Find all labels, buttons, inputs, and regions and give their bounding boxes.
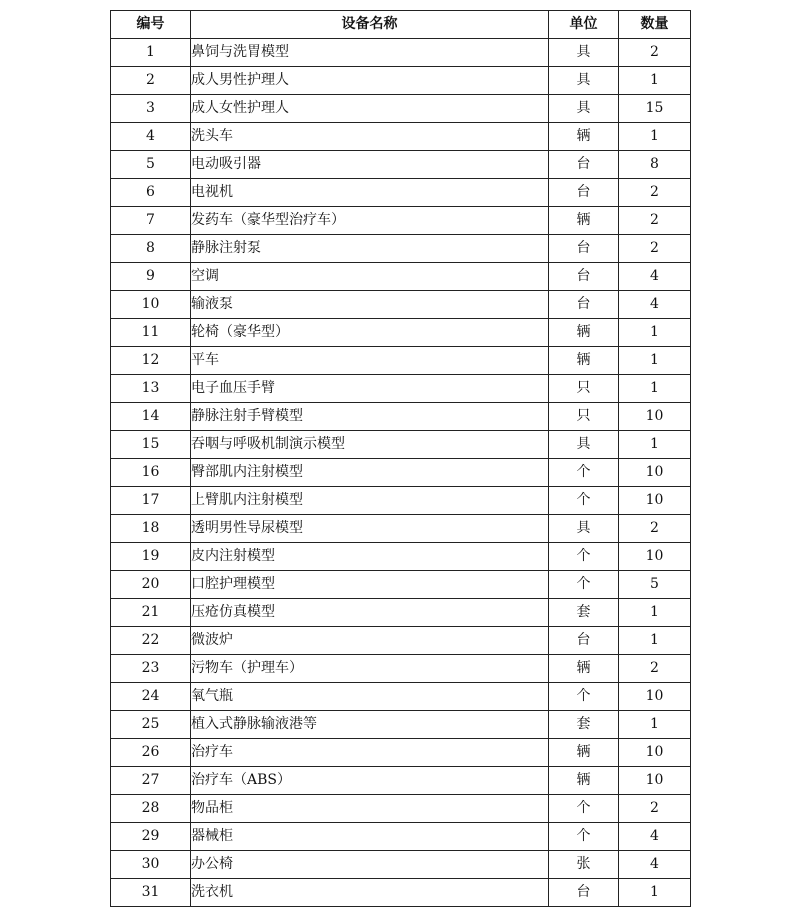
cell-quantity: 10 bbox=[619, 739, 691, 767]
cell-number: 22 bbox=[111, 627, 191, 655]
cell-quantity: 1 bbox=[619, 711, 691, 739]
table-row bbox=[111, 683, 691, 711]
table-row bbox=[111, 431, 691, 459]
cell-quantity: 1 bbox=[619, 879, 691, 907]
table-row bbox=[111, 655, 691, 683]
cell-quantity: 2 bbox=[619, 515, 691, 543]
cell-quantity: 8 bbox=[619, 151, 691, 179]
cell-unit: 具 bbox=[549, 39, 619, 67]
cell-unit: 台 bbox=[549, 151, 619, 179]
table-row bbox=[111, 207, 691, 235]
cell-equipment-name: 治疗车（ABS） bbox=[191, 767, 549, 795]
cell-equipment-name: 压疮仿真模型 bbox=[191, 599, 549, 627]
header-number: 编号 bbox=[111, 11, 191, 39]
table-row bbox=[111, 319, 691, 347]
cell-unit: 辆 bbox=[549, 123, 619, 151]
cell-unit: 辆 bbox=[549, 319, 619, 347]
cell-number: 25 bbox=[111, 711, 191, 739]
cell-equipment-name: 鼻饲与洗胃模型 bbox=[191, 39, 549, 67]
cell-number: 9 bbox=[111, 263, 191, 291]
cell-unit: 台 bbox=[549, 235, 619, 263]
cell-unit: 具 bbox=[549, 67, 619, 95]
cell-number: 11 bbox=[111, 319, 191, 347]
cell-quantity: 4 bbox=[619, 291, 691, 319]
cell-quantity: 4 bbox=[619, 263, 691, 291]
cell-unit: 套 bbox=[549, 711, 619, 739]
cell-number: 21 bbox=[111, 599, 191, 627]
cell-number: 17 bbox=[111, 487, 191, 515]
cell-number: 26 bbox=[111, 739, 191, 767]
cell-quantity: 2 bbox=[619, 207, 691, 235]
table-row bbox=[111, 459, 691, 487]
cell-unit: 个 bbox=[549, 683, 619, 711]
cell-equipment-name: 电动吸引器 bbox=[191, 151, 549, 179]
table-row bbox=[111, 627, 691, 655]
table-row bbox=[111, 67, 691, 95]
table-row bbox=[111, 543, 691, 571]
cell-unit: 个 bbox=[549, 543, 619, 571]
cell-quantity: 4 bbox=[619, 823, 691, 851]
cell-unit: 台 bbox=[549, 627, 619, 655]
cell-equipment-name: 静脉注射手臂模型 bbox=[191, 403, 549, 431]
cell-unit: 只 bbox=[549, 403, 619, 431]
cell-unit: 套 bbox=[549, 599, 619, 627]
cell-unit: 具 bbox=[549, 431, 619, 459]
cell-unit: 辆 bbox=[549, 655, 619, 683]
cell-quantity: 1 bbox=[619, 347, 691, 375]
cell-number: 13 bbox=[111, 375, 191, 403]
table-row bbox=[111, 599, 691, 627]
cell-quantity: 1 bbox=[619, 123, 691, 151]
cell-equipment-name: 口腔护理模型 bbox=[191, 571, 549, 599]
header-equipment-name: 设备名称 bbox=[191, 11, 549, 39]
cell-equipment-name: 输液泵 bbox=[191, 291, 549, 319]
table-row bbox=[111, 711, 691, 739]
cell-unit: 张 bbox=[549, 851, 619, 879]
cell-equipment-name: 上臂肌内注射模型 bbox=[191, 487, 549, 515]
cell-number: 15 bbox=[111, 431, 191, 459]
cell-quantity: 10 bbox=[619, 543, 691, 571]
cell-unit: 只 bbox=[549, 375, 619, 403]
cell-equipment-name: 微波炉 bbox=[191, 627, 549, 655]
cell-quantity: 10 bbox=[619, 403, 691, 431]
cell-number: 7 bbox=[111, 207, 191, 235]
cell-quantity: 1 bbox=[619, 375, 691, 403]
cell-equipment-name: 成人男性护理人 bbox=[191, 67, 549, 95]
cell-number: 5 bbox=[111, 151, 191, 179]
cell-number: 14 bbox=[111, 403, 191, 431]
cell-equipment-name: 器械柜 bbox=[191, 823, 549, 851]
cell-quantity: 2 bbox=[619, 179, 691, 207]
cell-number: 16 bbox=[111, 459, 191, 487]
table-row bbox=[111, 263, 691, 291]
cell-unit: 个 bbox=[549, 795, 619, 823]
cell-equipment-name: 氧气瓶 bbox=[191, 683, 549, 711]
cell-equipment-name: 电视机 bbox=[191, 179, 549, 207]
cell-equipment-name: 治疗车 bbox=[191, 739, 549, 767]
cell-quantity: 10 bbox=[619, 683, 691, 711]
header-quantity: 数量 bbox=[619, 11, 691, 39]
cell-quantity: 2 bbox=[619, 795, 691, 823]
cell-number: 31 bbox=[111, 879, 191, 907]
table-row bbox=[111, 39, 691, 67]
cell-number: 18 bbox=[111, 515, 191, 543]
cell-quantity: 1 bbox=[619, 599, 691, 627]
table-row bbox=[111, 95, 691, 123]
cell-number: 4 bbox=[111, 123, 191, 151]
equipment-table-container bbox=[110, 10, 690, 907]
cell-unit: 辆 bbox=[549, 207, 619, 235]
cell-quantity: 5 bbox=[619, 571, 691, 599]
cell-equipment-name: 污物车（护理车） bbox=[191, 655, 549, 683]
cell-number: 27 bbox=[111, 767, 191, 795]
equipment-table bbox=[110, 10, 691, 907]
cell-number: 6 bbox=[111, 179, 191, 207]
cell-number: 2 bbox=[111, 67, 191, 95]
cell-number: 29 bbox=[111, 823, 191, 851]
cell-equipment-name: 发药车（豪华型治疗车） bbox=[191, 207, 549, 235]
cell-unit: 个 bbox=[549, 459, 619, 487]
table-row bbox=[111, 347, 691, 375]
cell-equipment-name: 平车 bbox=[191, 347, 549, 375]
cell-unit: 辆 bbox=[549, 739, 619, 767]
cell-equipment-name: 物品柜 bbox=[191, 795, 549, 823]
table-row bbox=[111, 123, 691, 151]
cell-number: 10 bbox=[111, 291, 191, 319]
cell-number: 3 bbox=[111, 95, 191, 123]
cell-number: 12 bbox=[111, 347, 191, 375]
table-row bbox=[111, 515, 691, 543]
cell-quantity: 15 bbox=[619, 95, 691, 123]
table-row bbox=[111, 767, 691, 795]
table-row bbox=[111, 151, 691, 179]
cell-equipment-name: 办公椅 bbox=[191, 851, 549, 879]
cell-number: 24 bbox=[111, 683, 191, 711]
cell-equipment-name: 轮椅（豪华型） bbox=[191, 319, 549, 347]
cell-quantity: 1 bbox=[619, 319, 691, 347]
cell-number: 8 bbox=[111, 235, 191, 263]
cell-equipment-name: 空调 bbox=[191, 263, 549, 291]
cell-quantity: 1 bbox=[619, 627, 691, 655]
cell-quantity: 1 bbox=[619, 67, 691, 95]
cell-equipment-name: 电子血压手臂 bbox=[191, 375, 549, 403]
cell-number: 1 bbox=[111, 39, 191, 67]
cell-unit: 台 bbox=[549, 263, 619, 291]
table-row bbox=[111, 571, 691, 599]
cell-quantity: 2 bbox=[619, 235, 691, 263]
cell-equipment-name: 洗头车 bbox=[191, 123, 549, 151]
cell-unit: 台 bbox=[549, 291, 619, 319]
table-row bbox=[111, 403, 691, 431]
cell-quantity: 1 bbox=[619, 431, 691, 459]
cell-unit: 个 bbox=[549, 571, 619, 599]
cell-equipment-name: 成人女性护理人 bbox=[191, 95, 549, 123]
table-row bbox=[111, 291, 691, 319]
cell-unit: 辆 bbox=[549, 347, 619, 375]
cell-quantity: 10 bbox=[619, 459, 691, 487]
cell-number: 30 bbox=[111, 851, 191, 879]
table-header-row bbox=[111, 11, 691, 39]
cell-unit: 个 bbox=[549, 487, 619, 515]
table-row bbox=[111, 739, 691, 767]
table-row bbox=[111, 851, 691, 879]
cell-equipment-name: 臀部肌内注射模型 bbox=[191, 459, 549, 487]
table-row bbox=[111, 795, 691, 823]
table-row bbox=[111, 487, 691, 515]
cell-number: 28 bbox=[111, 795, 191, 823]
cell-equipment-name: 植入式静脉输液港等 bbox=[191, 711, 549, 739]
cell-equipment-name: 透明男性导尿模型 bbox=[191, 515, 549, 543]
cell-equipment-name: 吞咽与呼吸机制演示模型 bbox=[191, 431, 549, 459]
cell-number: 19 bbox=[111, 543, 191, 571]
table-row bbox=[111, 235, 691, 263]
cell-unit: 具 bbox=[549, 515, 619, 543]
cell-quantity: 4 bbox=[619, 851, 691, 879]
cell-number: 23 bbox=[111, 655, 191, 683]
table-row bbox=[111, 179, 691, 207]
cell-equipment-name: 皮内注射模型 bbox=[191, 543, 549, 571]
table-row bbox=[111, 823, 691, 851]
table-body bbox=[111, 39, 691, 907]
cell-unit: 台 bbox=[549, 879, 619, 907]
header-unit: 单位 bbox=[549, 11, 619, 39]
cell-equipment-name: 洗衣机 bbox=[191, 879, 549, 907]
cell-unit: 具 bbox=[549, 95, 619, 123]
cell-quantity: 10 bbox=[619, 487, 691, 515]
cell-quantity: 2 bbox=[619, 655, 691, 683]
table-row bbox=[111, 879, 691, 907]
cell-equipment-name: 静脉注射泵 bbox=[191, 235, 549, 263]
cell-unit: 个 bbox=[549, 823, 619, 851]
cell-number: 20 bbox=[111, 571, 191, 599]
cell-unit: 辆 bbox=[549, 767, 619, 795]
cell-unit: 台 bbox=[549, 179, 619, 207]
cell-quantity: 2 bbox=[619, 39, 691, 67]
cell-quantity: 10 bbox=[619, 767, 691, 795]
table-row bbox=[111, 375, 691, 403]
